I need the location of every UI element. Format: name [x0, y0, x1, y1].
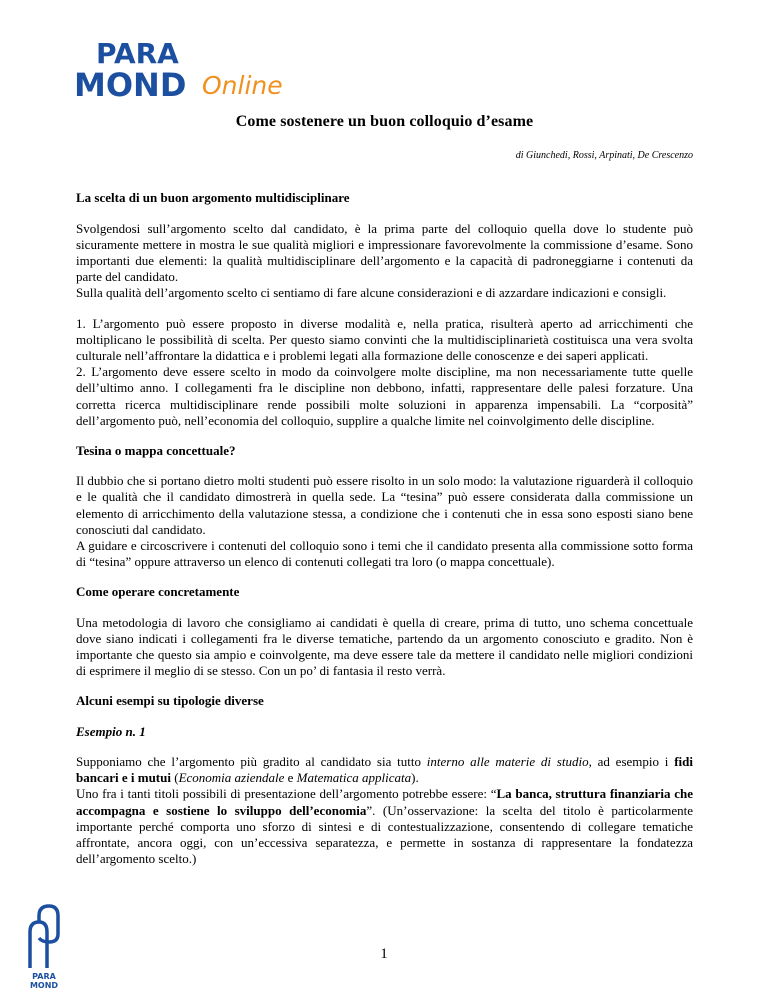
- logo-suffix: Online: [202, 71, 283, 100]
- paragraph: Uno fra i tanti titoli possibili di presentazione dell’argomento potrebbe essere: “La banca, struttura finanziaria che accompagna e sostiene lo sviluppo dell’economia”. (Un’osservazione: la scelta del titolo è particolarmente importante perché comporta uno sforzo di sintesi e di contestualizzazione, consentendo di collegare tematiche affrontate, ancora oggi, con un’eccessiva separatezza, e permette in sostanza di rappresentare la fondatezza dell’argomento scelto.): [76, 786, 693, 867]
- section-heading-come-operare: Come operare concretamente: [76, 584, 240, 600]
- logo-line1: PARA: [96, 37, 179, 70]
- section-heading-tesina: Tesina o mappa concettuale?: [76, 443, 236, 459]
- paragraph: 1. L’argomento può essere proposto in diverse modalità e, nella pratica, risulterà aperto ad arricchimenti che moltiplicano le possibilità di scelta. Per questo siamo convinti che la multidisciplinarietà costituisca una vera svolta culturale nell’affrontare la didattica e i problemi legati alla formazione delle conoscenze e dei saperi applicati.: [76, 315, 693, 364]
- section-heading-argomento: La scelta di un buon argomento multidisciplinare: [76, 190, 350, 206]
- paragraph: Supponiamo che l’argomento più gradito al candidato sia tutto interno alle materie di studio, ad esempio i fidi bancari e i mutui (Economia aziendale e Matematica applicata).: [76, 753, 693, 786]
- section-esempio-1: [76, 754, 693, 867]
- page-number: 1: [380, 946, 388, 962]
- paragraph: Il dubbio che si portano dietro molti studenti può essere risolto in un solo modo: la valutazione riguarderà il colloquio e le qualità che il candidato dimostrerà in quella sede. La “tesina” può essere considerata dalla commissione un elemento di arricchimento della valutazione stessa, a condizione che i contenuti che in essa sono esposti siano bene conosciuti dal candidato.: [76, 473, 693, 537]
- paragraph: 2. L’argomento deve essere scelto in modo da coinvolgere molte discipline, ma non necessariamente tutte quelle dell’ultimo anno. I collegamenti fra le discipline non debbono, infatti, rappresentare delle palesi forzature. Una corretta ricerca multidisciplinare rende possibili molte soluzioni in apparenza impensabili. La “corposità” dell’argomento può, nell’economia del colloquio, supplire a qualche limite nel coinvolgimento delle discipline.: [76, 364, 693, 428]
- logo-line2: MOND: [74, 66, 187, 100]
- paragraph: Sulla qualità dell’argomento scelto ci sentiamo di fare alcune considerazioni e di azzardare indicazioni e consigli.: [76, 285, 667, 301]
- section-heading-esempio-1: Esempio n. 1: [76, 723, 146, 739]
- section-come-operare: [76, 615, 693, 680]
- section-heading-esempi: Alcuni esempi su tipologie diverse: [76, 693, 264, 709]
- side-logo-line2: MOND: [29, 981, 59, 990]
- document-title: Come sostenere un buon colloquio d’esame: [235, 113, 534, 130]
- logo-graphic: [74, 36, 314, 100]
- side-logo-line1: PARA: [32, 972, 56, 981]
- section-argomento-points: [76, 316, 693, 429]
- paragraph: Svolgendosi sull’argomento scelto dal candidato, è la prima parte del colloquio quella dove lo studente può sicuramente mettere in mostra le sue qualità migliori e impressionare favorevolmente la commissione d’esame. Sono importanti due elementi: la qualità multidisciplinare dell’argomento e la capacità di padroneggiarne i contenuti da parte del candidato.: [76, 220, 693, 285]
- paragraph: Una metodologia di lavoro che consigliamo ai candidati è quella di creare, prima di tutto, uno schema concettuale dove siano indicati i collegamenti fra le diverse tematiche, partendo da un argomento conosciuto e gradito. Non è importante che questo sia ampio e coinvolgente, ma deve essere tale da mettere il candidato nelle migliori condizioni di esprimere il meglio di se stesso. Con un po’ di fantasia il resto verrà.: [76, 614, 693, 679]
- document-body: [76, 114, 693, 881]
- section-argomento: [76, 221, 693, 302]
- paramond-online-logo: [74, 36, 314, 100]
- section-tesina: [76, 473, 693, 570]
- paragraph: A guidare e circoscrivere i contenuti del colloquio sono i temi che il candidato presenta alla commissione sotto forma di “tesina” oppure attraverso un elenco di contenuti collegati tra loro (o mappa concettuale).: [76, 538, 693, 570]
- document-authors: di Giunchedi, Rossi, Arpinati, De Crescenzo: [515, 150, 693, 162]
